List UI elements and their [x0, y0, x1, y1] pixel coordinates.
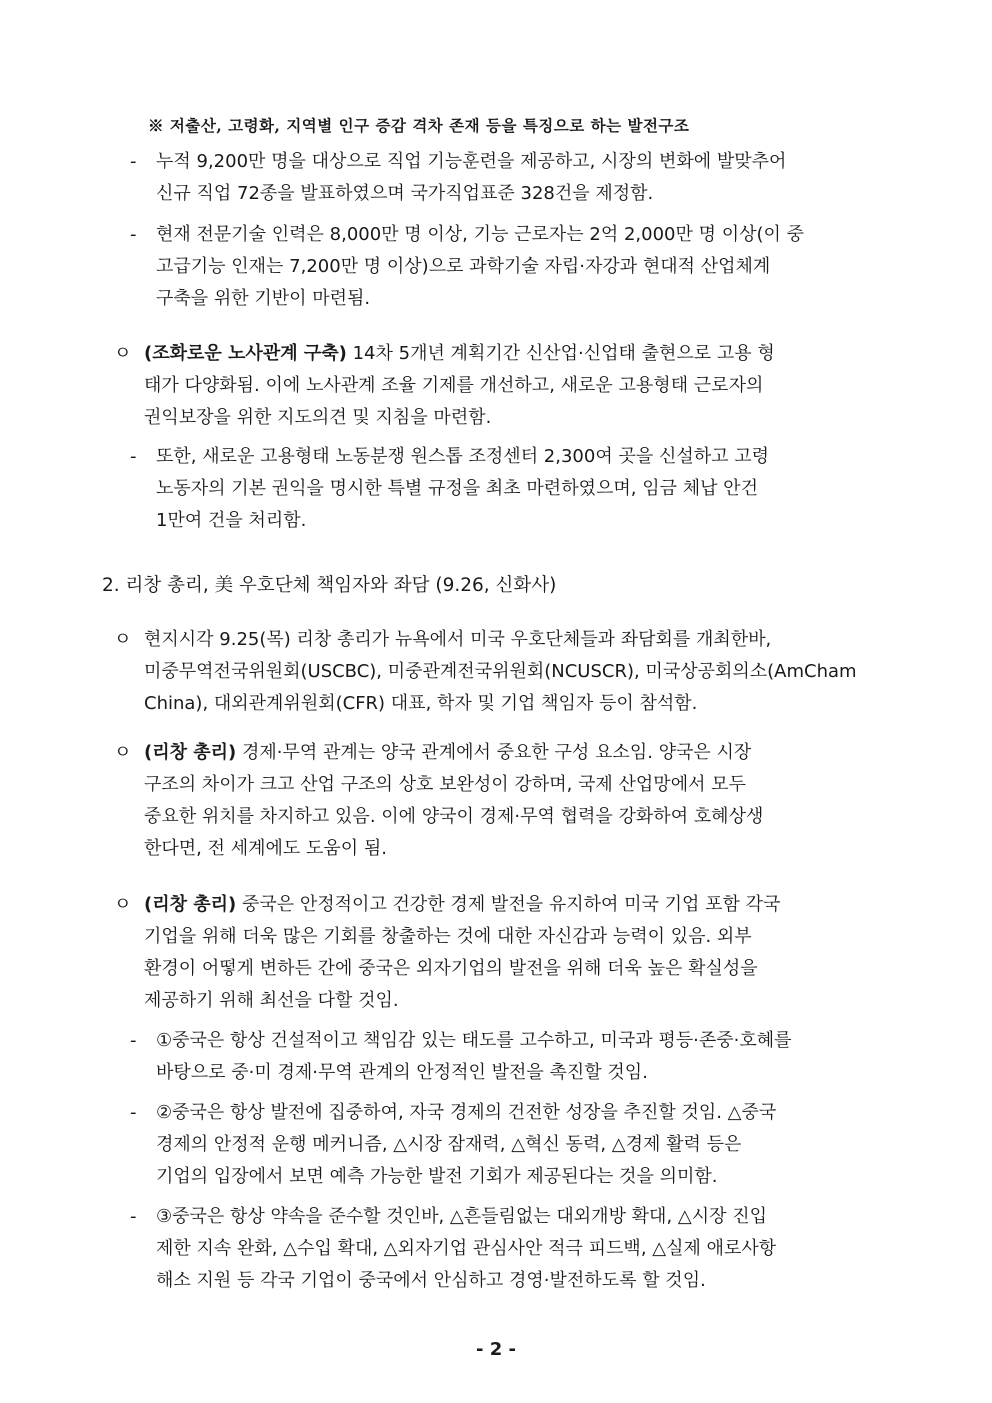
text-line: 구축을 위한 기반이 마련됨.	[156, 288, 371, 309]
text-line: 경제의 안정적 운행 메커니즘, △시장 잠재력, △혁신 동력, △경제 활력 등은	[156, 1134, 742, 1155]
dash-marker: -	[130, 151, 137, 172]
circle-bullet-marker: ㅇ	[114, 742, 132, 763]
text-line: 한다면, 전 세계에도 도움이 됨.	[144, 838, 387, 859]
text-line: 신규 직업 72종을 발표하였으며 국가직업표준 328건을 제정함.	[156, 183, 654, 204]
text-line: 누적 9,200만 명을 대상으로 직업 기능훈련을 제공하고, 시장의 변화에 발맞추어	[156, 151, 787, 172]
paragraph-workforce	[130, 219, 900, 315]
section-heading: 2. 리창 총리, 美 우호단체 책임자와 좌담 (9.26, 신화사)	[102, 575, 557, 596]
paragraph-label: (리창 총리)	[144, 742, 237, 763]
text-line: 구조의 차이가 크고 산업 구조의 상호 보완성이 강하며, 국제 산업망에서 모두	[144, 774, 746, 795]
circle-bullet-marker: ㅇ	[114, 894, 132, 915]
text-line: 14차 5개년 계획기간 신산업·신업태 출현으로 고용 형	[346, 343, 775, 364]
circle-bullet-marker: ㅇ	[114, 343, 132, 364]
dash-marker: -	[130, 1206, 137, 1227]
note-remark: ※ 저출산, 고령화, 지역별 인구 증감 격차 존재 등을 특징으로 하는 발전구조	[148, 116, 690, 135]
text-line: ③중국은 항상 약속을 준수할 것인바, △흔들림없는 대외개방 확대, △시장 진입	[156, 1206, 768, 1227]
text-line: 현재 전문기술 인력은 8,000만 명 이상, 기능 근로자는 2억 2,000만 명 이상(이 중	[156, 224, 805, 245]
paragraph-dispute-centers	[130, 441, 900, 537]
text-line: 현지시각 9.25(목) 리창 총리가 뉴욕에서 미국 우호단체들과 좌담회를 개최한바,	[144, 629, 772, 650]
text-line: ①중국은 항상 건설적이고 책임감 있는 태도를 고수하고, 미국과 평등·존중·호혜를	[156, 1030, 792, 1051]
paragraph-china-confidence	[114, 889, 900, 1017]
text-line: 중요한 위치를 차지하고 있음. 이에 양국이 경제·무역 협력을 강화하여 호혜상생	[144, 806, 764, 827]
text-line: 환경이 어떻게 변하든 간에 중국은 외자기업의 발전을 위해 더욱 높은 확실성을	[144, 958, 758, 979]
paragraph-point-1	[130, 1025, 900, 1089]
text-line: 고급기능 인재는 7,200만 명 이상)으로 과학기술 자립·자강과 현대적 산업체계	[156, 256, 771, 277]
paragraph-labor-relations	[114, 338, 900, 434]
text-line: 권익보장을 위한 지도의견 및 지침을 마련함.	[144, 407, 492, 428]
paragraph-point-2	[130, 1097, 900, 1193]
paragraph-label: (리창 총리)	[144, 894, 237, 915]
text-line: 노동자의 기본 권익을 명시한 특별 규정을 최초 마련하였으며, 임금 체납 안건	[156, 478, 758, 499]
text-line: China), 대외관계위원회(CFR) 대표, 학자 및 기업 책임자 등이 참석함.	[144, 693, 698, 714]
text-line: 제공하기 위해 최선을 다할 것임.	[144, 990, 399, 1011]
text-line: 바탕으로 중·미 경제·무역 관계의 안정적인 발전을 촉진할 것임.	[156, 1062, 648, 1083]
text-line: 중국은 안정적이고 건강한 경제 발전을 유지하여 미국 기업 포함 각국	[236, 894, 781, 915]
text-line: 미중무역전국위원회(USCBC), 미중관계전국위원회(NCUSCR), 미국상공회의소(AmCham	[144, 661, 857, 682]
dash-marker: -	[130, 224, 137, 245]
paragraph-meeting	[114, 624, 900, 720]
text-line: 기업을 위해 더욱 많은 기회를 창출하는 것에 대한 자신감과 능력이 있음. 외부	[144, 926, 752, 947]
text-line: ②중국은 항상 발전에 집중하여, 자국 경제의 건전한 성장을 추진할 것임. △중국	[156, 1102, 777, 1123]
page-number: - 2 -	[476, 1339, 516, 1360]
text-line: 기업의 입장에서 보면 예측 가능한 발전 기회가 제공된다는 것을 의미함.	[156, 1166, 718, 1187]
circle-bullet-marker: ㅇ	[114, 629, 132, 650]
dash-marker: -	[130, 1030, 137, 1051]
text-line: 태가 다양화됨. 이에 노사관계 조율 기제를 개선하고, 새로운 고용형태 근로자의	[144, 375, 764, 396]
paragraph-point-3	[130, 1201, 900, 1297]
paragraph-training	[130, 146, 900, 210]
text-line: 경제·무역 관계는 양국 관계에서 중요한 구성 요소임. 양국은 시장	[236, 742, 752, 763]
dash-marker: -	[130, 1102, 137, 1123]
text-line: 제한 지속 완화, △수입 확대, △외자기업 관심사안 적극 피드백, △실제 애로사항	[156, 1238, 777, 1259]
text-line: 또한, 새로운 고용형태 노동분쟁 원스톱 조정센터 2,300여 곳을 신설하고 고령	[156, 446, 769, 467]
text-line: 해소 지원 등 각국 기업이 중국에서 안심하고 경영·발전하도록 할 것임.	[156, 1270, 706, 1291]
dash-marker: -	[130, 446, 137, 467]
text-line: 1만여 건을 처리함.	[156, 510, 307, 531]
paragraph-label: (조화로운 노사관계 구축)	[144, 343, 347, 364]
paragraph-economic-relations	[114, 737, 900, 865]
